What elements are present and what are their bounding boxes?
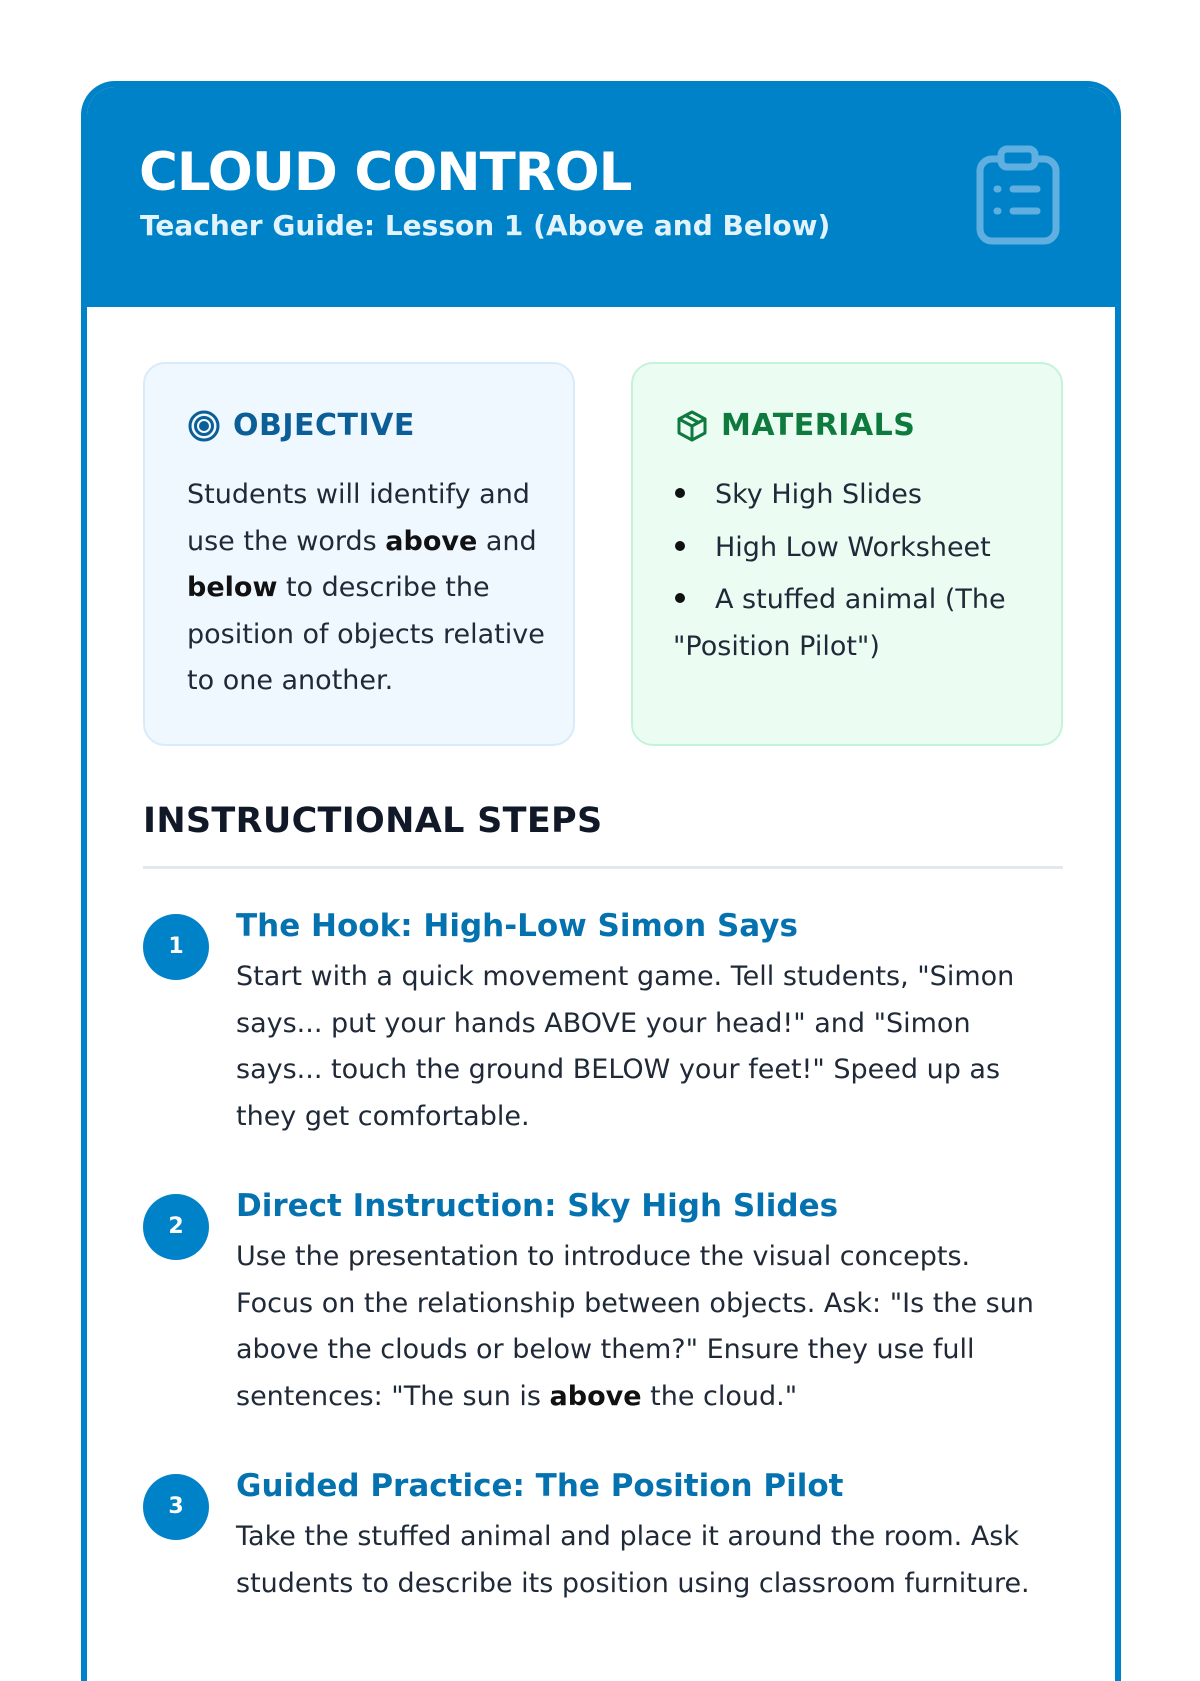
package-icon bbox=[675, 409, 709, 443]
target-icon bbox=[187, 409, 221, 443]
step-title: Guided Practice: The Position Pilot bbox=[236, 1468, 844, 1504]
list-item: High Low Worksheet bbox=[673, 525, 1033, 572]
step-body: Use the presentation to introduce the visual concepts. Focus on the relationship between objects. Ask: "Is the sun above the clouds or below them?" Ensure they use full sentences: "The sun is above the cloud." bbox=[236, 1241, 1034, 1412]
step-number-badge: 2 bbox=[143, 1194, 209, 1260]
lesson-card bbox=[81, 81, 1121, 1681]
step-number-badge: 3 bbox=[143, 1474, 209, 1540]
materials-box bbox=[631, 362, 1063, 746]
materials-heading bbox=[675, 408, 915, 444]
step-title: Direct Instruction: Sky High Slides bbox=[236, 1188, 839, 1224]
objective-heading bbox=[187, 408, 415, 444]
objective-heading-label: OBJECTIVE bbox=[233, 408, 415, 443]
materials-heading-label: MATERIALS bbox=[721, 408, 916, 443]
page-title: CLOUD CONTROL bbox=[139, 142, 632, 203]
step-body: Start with a quick movement game. Tell students, "Simon says... put your hands ABOVE your head!" and "Simon says... touch the ground BELOW your feet!" Speed up as they get comfortable. bbox=[236, 961, 1015, 1132]
objective-text: Students will identify and use the words above and below to describe the position of objects relative to one another. bbox=[187, 479, 545, 697]
instructional-steps-title: INSTRUCTIONAL STEPS bbox=[143, 801, 603, 841]
step-title: The Hook: High-Low Simon Says bbox=[236, 908, 798, 944]
materials-list bbox=[673, 472, 1033, 676]
card-header bbox=[87, 87, 1115, 307]
list-item: A stuffed animal (The "Position Pilot") bbox=[673, 577, 1033, 670]
keyword-above: above bbox=[549, 1380, 642, 1412]
step-number-badge: 1 bbox=[143, 914, 209, 980]
list-item: Sky High Slides bbox=[673, 472, 1033, 519]
page-subtitle: Teacher Guide: Lesson 1 (Above and Below) bbox=[140, 209, 831, 242]
step-body: Take the stuffed animal and place it around the room. Ask students to describe its position using classroom furniture. bbox=[236, 1521, 1030, 1599]
clipboard-list-icon bbox=[975, 145, 1061, 245]
section-divider bbox=[143, 866, 1063, 869]
keyword-below: below bbox=[187, 572, 278, 604]
objective-box bbox=[143, 362, 575, 746]
keyword-above: above bbox=[385, 525, 478, 557]
